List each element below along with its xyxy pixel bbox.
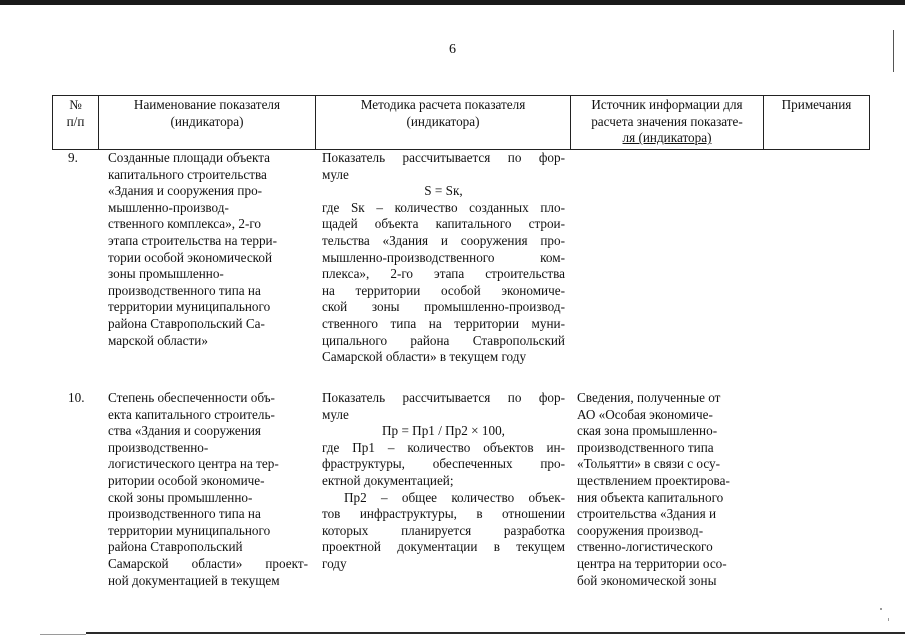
page-number: 6 [449,42,456,57]
header-method: Методика расчета показателя (индикатора) [360,97,526,129]
row-10-formula: Пр = Пр1 / Пр2 × 100, [382,423,505,439]
page-top-edge [0,0,905,5]
page-bottom-edge [86,632,905,634]
row-9-formula: S = Sк, [424,183,463,199]
scan-speck [880,608,882,610]
header-num: № п/п [66,97,85,129]
col-border [869,95,870,150]
row-10-source: Сведения, полученные от АО «Особая экономиче- ская зона промышленно- производственного типа «Тольятти» в связи с осу- ществлением проектирова- ния объекта капитального строительства «Здания и сооружения производ- ственно-логистического центра на территории осо- бой экономической зоны [577,390,730,588]
row-9-num: 9. [68,150,78,165]
header-name: Наименование показателя (индикатора) [133,97,281,129]
table-top-border [52,95,870,96]
header-source: Источник информации для расчета значения показате- ля (индикатора) [591,97,743,146]
header-notes: Примечания [781,97,852,112]
scan-speck [888,618,889,621]
row-10-method: Показатель рассчитывается по фор- муле Пр = Пр1 / Пр2 × 100, где Пр1 – количество объектов ин- фраструктуры, обеспеченных про- ектной документацией; Пр2 – общее количество объек- тов инфраструктуры, в отношении которых планируется разработка проектной документации в текущем году [322,390,565,571]
row-10-name: Степень обеспеченности объ- екта капитального строитель- ства «Здания и сооружения производственно- логистического центра на тер- ритории особой экономиче- ской зоны промышленно- производственного типа на территории муниципального района Ставропольский Самарской области» проект- ной документацией в текущем [108,390,308,588]
row-9-method: Показатель рассчитывается по фор- муле S = Sк, где Sк – количество созданных пло- щадей объекта капитального строи- тельства «Здания и сооружения про- мышленно-производственного ком- плекса», 2-го этапа строительства на территории особой экономиче- ской зоны промышленно-производ- ственного типа на территории муни- ципального района Ставропольский Самарской области» в текущем году [322,150,565,365]
row-10-num: 10. [68,390,85,405]
page-bottom-edge-faint [40,634,86,635]
row-9-name: Созданные площади объекта капитального строительства «Здания и сооружения про- мышленно-производ- ственного комплекса», 2-го этапа строительства на терри- тории особой экономической зоны промышленно- производственного типа на территории муниципального района Ставропольский Са- марской области» [108,150,277,348]
